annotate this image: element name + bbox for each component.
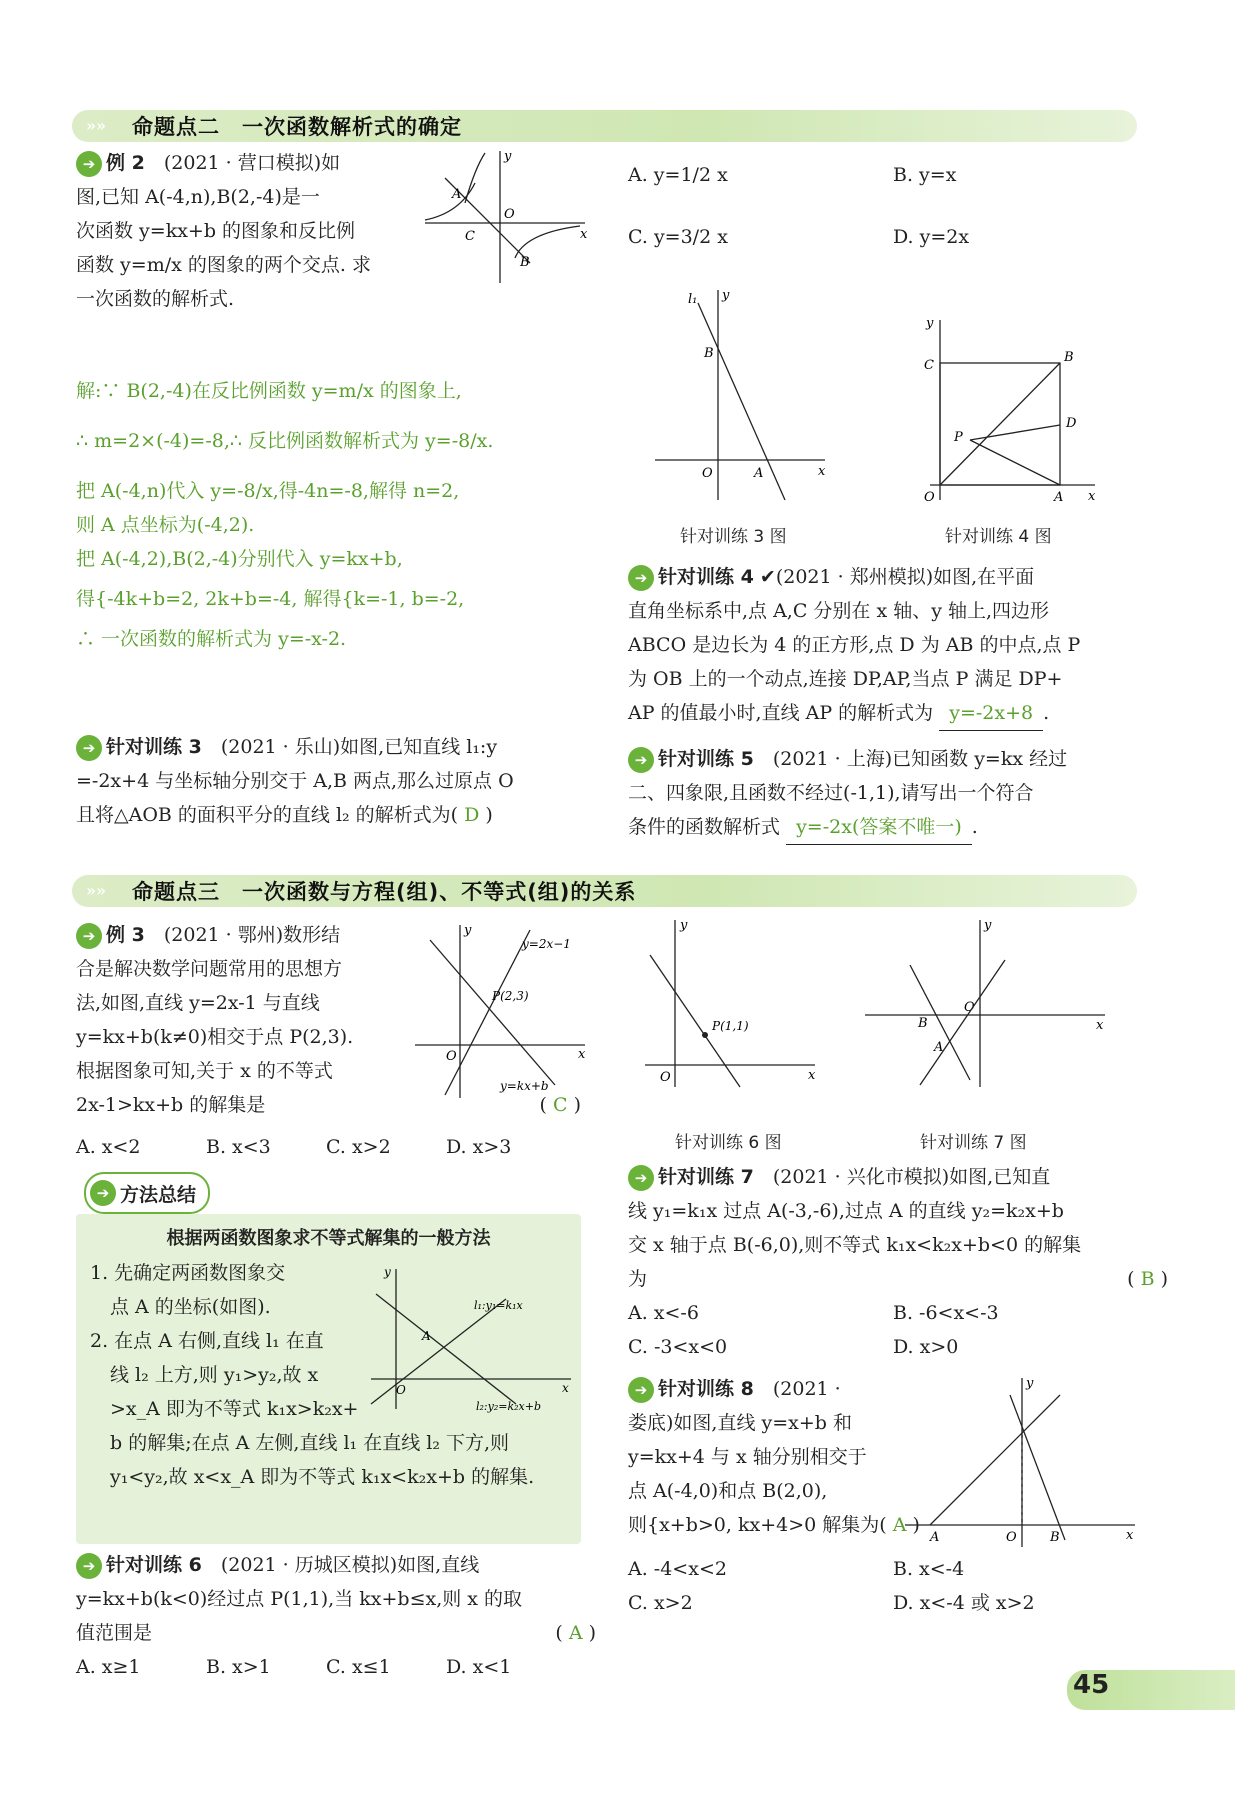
option[interactable]: B. y=x	[893, 164, 957, 186]
example-2	[76, 146, 416, 316]
text-line: >x_A 即为不等式 k₁x>k₂x+	[110, 1398, 359, 1420]
text-line: =-2x+4 与坐标轴分别交于 A,B 两点,那么过原点 O	[76, 770, 514, 792]
training-label: 针对训练 7	[658, 1166, 754, 1188]
svg-text:x: x	[1088, 489, 1096, 504]
svg-text:A: A	[930, 1530, 940, 1545]
text-line: 娄底)如图,直线 y=x+b 和	[628, 1412, 852, 1434]
arrow-icon: ➔	[628, 1165, 654, 1191]
solution-line: ∴ 一次函数的解析式为 y=-x-2.	[76, 628, 347, 650]
text-line: AP 的值最小时,直线 AP 的解析式为	[628, 702, 934, 724]
section-header-3: »» 命题点三 一次函数与方程(组)、不等式(组)的关系	[72, 875, 1137, 907]
svg-text:B: B	[520, 255, 530, 270]
text-line: 线 y₁=k₁x 过点 A(-3,-6),过点 A 的直线 y₂=k₂x+b	[628, 1200, 1064, 1222]
page-number: 45	[1073, 1670, 1110, 1700]
answer: D	[464, 804, 480, 826]
text-line: 值范围是	[76, 1622, 153, 1644]
option[interactable]: B. x>1	[206, 1656, 271, 1678]
ex3-graph	[410, 920, 590, 1100]
text-line: 交 x 轴于点 B(-6,0),则不等式 k₁x<k₂x+b<0 的解集	[628, 1234, 1082, 1256]
option[interactable]: B. -6<x<-3	[893, 1302, 999, 1324]
text-line: (2021 · 鄂州)数形结	[163, 924, 341, 946]
text-line: 线 l₂ 上方,则 y₁>y₂,故 x	[110, 1364, 319, 1386]
figure-caption: 针对训练 4 图	[945, 527, 1052, 547]
section-header-2: »» 命题点二 一次函数解析式的确定	[72, 110, 1137, 142]
ex2-solution	[76, 374, 596, 656]
text-line: y₁<y₂,故 x<x_A 即为不等式 k₁x<k₂x+b 的解集.	[110, 1466, 535, 1488]
svg-text:P: P	[954, 430, 963, 445]
text-line: (2021 · 郑州模拟)如图,在平面	[775, 566, 1035, 588]
option[interactable]: C. x>2	[326, 1136, 391, 1158]
svg-text:O: O	[702, 466, 713, 481]
figure-caption: 针对训练 3 图	[680, 527, 787, 547]
section-title: 命题点三 一次函数与方程(组)、不等式(组)的关系	[132, 880, 637, 904]
t6-graph	[640, 915, 820, 1090]
option[interactable]: D. x<-4 或 x>2	[893, 1592, 1035, 1614]
svg-text:y: y	[504, 149, 512, 164]
option[interactable]: B. x<-4	[893, 1558, 965, 1580]
svg-text:l₁:y₁=k₁x: l₁:y₁=k₁x	[474, 1299, 523, 1312]
svg-text:x: x	[808, 1068, 816, 1083]
svg-text:y=2x−1: y=2x−1	[522, 937, 571, 951]
t3-graph	[650, 285, 830, 505]
solution-line: 则 A 点坐标为(-4,2).	[76, 514, 255, 536]
svg-text:B: B	[1050, 1530, 1060, 1545]
svg-text:A: A	[934, 1040, 944, 1055]
svg-text:O: O	[1006, 1530, 1017, 1545]
example-label: 例 2	[106, 152, 145, 174]
text-line: 函数 y=m/x 的图象的两个交点. 求	[76, 254, 371, 276]
svg-text:l₁: l₁	[688, 292, 698, 307]
svg-text:y: y	[464, 923, 472, 938]
text-line: 2x-1>kx+b 的解集是	[76, 1094, 266, 1116]
solution-line: ∴ m=2×(-4)=-8,∴ 反比例函数解析式为 y=-8/x.	[76, 430, 494, 452]
answer: C	[553, 1094, 568, 1116]
training-6: ➔ 针对训练 6 (2021 · 历城区模拟)如图,直线 y=kx+b(k<0)经过点 P(1,1),当 kx+b≤x,则 x 的取 值范围是 ( A ) A. x≥1 B. x>1 C. x≤1 D. x<1	[76, 1548, 596, 1684]
svg-text:O: O	[396, 1383, 406, 1397]
svg-text:P(1,1): P(1,1)	[712, 1019, 749, 1033]
t4-graph	[910, 315, 1100, 505]
training-5: ➔ 针对训练 5 (2021 · 上海)已知函数 y=kx 经过 二、四象限,且函数不经过(-1,1),请写出一个符合 条件的函数解析式 y=-2x(答案不唯一) .	[628, 742, 1168, 845]
training-4: ➔ 针对训练 4 ✔(2021 · 郑州模拟)如图,在平面 直角坐标系中,点 A,C 分别在 x 轴、y 轴上,四边形 ABCO 是边长为 4 的正方形,点 D 为 AB 的中点,点 P 为 OB 上的一个动点,连接 DP,AP,当点 P 满足 DP+ AP 的值最小时,直线 AP 的解析式为 y=-2x+8 .	[628, 560, 1168, 731]
option[interactable]: A. -4<x<2	[628, 1558, 727, 1580]
check-icon: ✔	[759, 566, 776, 588]
ex2-graph	[420, 148, 590, 288]
training-label: 针对训练 6	[106, 1554, 202, 1576]
arrow-icon: ➔	[628, 1377, 654, 1403]
svg-text:y: y	[722, 288, 730, 303]
training-label: 针对训练 3	[106, 736, 202, 758]
method-box	[76, 1214, 581, 1544]
svg-text:A: A	[1054, 490, 1064, 505]
figure-caption: 针对训练 6 图	[675, 1133, 782, 1153]
arrow-icon: ➔	[76, 1553, 102, 1579]
text-line: (2021 · 历城区模拟)如图,直线	[220, 1554, 480, 1576]
option[interactable]: C. x>2	[628, 1592, 693, 1614]
svg-text:l₂:y₂=k₂x+b: l₂:y₂=k₂x+b	[476, 1400, 542, 1413]
text-line: 点 A 的坐标(如图).	[110, 1296, 271, 1318]
text-line: y=kx+b(k≠0)相交于点 P(2,3).	[76, 1026, 354, 1048]
text-line: 且将△AOB 的面积平分的直线 l₂ 的解析式为(	[76, 804, 459, 826]
text-line: 二、四象限,且函数不经过(-1,1),请写出一个符合	[628, 782, 1034, 804]
svg-text:y: y	[1026, 1376, 1034, 1391]
text-line: 图,已知 A(-4,n),B(2,-4)是一	[76, 186, 320, 208]
text-line: (2021 · 上海)已知函数 y=kx 经过	[772, 748, 1068, 770]
option[interactable]: C. x≤1	[326, 1656, 391, 1678]
method-graph	[366, 1264, 576, 1414]
arrow-icon: ➔	[90, 1180, 116, 1206]
text-line: (2021 · 兴化市模拟)如图,已知直	[772, 1166, 1051, 1188]
svg-text:D: D	[1066, 416, 1077, 431]
training-8: ➔ 针对训练 8 (2021 · 娄底)如图,直线 y=x+b 和 y=kx+4 与 x 轴分别相交于 点 A(-4,0)和点 B(2,0), 则{x+b>0, kx+4>0 解集为( A ) A. -4<x<2 B. x<-4 C. x>2 D. x<-4 或 x>2	[628, 1372, 1168, 1620]
ex3-options	[76, 1130, 596, 1164]
example-label: 例 3	[106, 924, 145, 946]
svg-text:O: O	[964, 1000, 975, 1015]
option[interactable]: D. y=2x	[893, 226, 970, 248]
solution-line: 解:∵ B(2,-4)在反比例函数 y=m/x 的图象上,	[76, 380, 462, 402]
option[interactable]: A. x<-6	[628, 1302, 699, 1324]
text-line: 点 A(-4,0)和点 B(2,0),	[628, 1480, 828, 1502]
option[interactable]: A. x≥1	[76, 1656, 141, 1678]
answer: A	[568, 1622, 583, 1644]
text-line: b 的解集;在点 A 左侧,直线 l₁ 在直线 l₂ 下方,则	[110, 1432, 510, 1454]
training-3: ➔ 针对训练 3 (2021 · 乐山)如图,已知直线 l₁:y =-2x+4 与坐标轴分别交于 A,B 两点,那么过原点 O 且将△AOB 的面积平分的直线 l₂ 的解析式为( D )	[76, 730, 596, 832]
svg-text:y: y	[680, 918, 688, 933]
method-subtitle: 根据两函数图象求不等式解集的一般方法	[166, 1228, 491, 1249]
answer: B	[1140, 1268, 1155, 1290]
option[interactable]: A. x<2	[76, 1136, 141, 1158]
text-line: y=kx+4 与 x 轴分别相交于	[628, 1446, 867, 1468]
text-line: 次函数 y=kx+b 的图象和反比例	[76, 220, 356, 242]
arrow-icon: ➔	[76, 735, 102, 761]
answer: y=-2x(答案不唯一)	[786, 810, 972, 845]
text-line: 条件的函数解析式	[628, 816, 781, 838]
text-line: 为	[628, 1268, 648, 1290]
text-line: 1. 先确定两函数图象交	[90, 1262, 286, 1284]
solution-line: 把 A(-4,2),B(2,-4)分别代入 y=kx+b,	[76, 548, 403, 570]
svg-text:y=kx+b: y=kx+b	[500, 1079, 549, 1093]
arrow-icon: ➔	[628, 747, 654, 773]
answer: A	[892, 1514, 907, 1536]
option[interactable]: C. -3<x<0	[628, 1336, 728, 1358]
answer: y=-2x+8	[939, 696, 1043, 731]
svg-text:x: x	[818, 464, 826, 479]
svg-text:A: A	[754, 466, 764, 481]
option[interactable]: D. x>0	[893, 1336, 959, 1358]
method-title: 方法总结	[120, 1183, 197, 1206]
text-line: (2021 · 营口模拟)如	[163, 152, 341, 174]
arrow-icon: ➔	[76, 923, 102, 949]
figure-caption: 针对训练 7 图	[920, 1133, 1027, 1153]
svg-text:A: A	[452, 187, 462, 202]
svg-text:A: A	[422, 1329, 431, 1343]
text-line: 一次函数的解析式.	[76, 288, 235, 310]
t3-options	[628, 158, 1178, 254]
option[interactable]: A. y=1/2 x	[628, 164, 728, 186]
t7-graph	[860, 915, 1110, 1090]
solution-line: 把 A(-4,n)代入 y=-8/x,得-4n=-8,解得 n=2,	[76, 480, 460, 502]
svg-text:B: B	[1064, 350, 1074, 365]
text-line: 合是解决数学问题常用的思想方	[76, 958, 343, 980]
text-line: 直角坐标系中,点 A,C 分别在 x 轴、y 轴上,四边形	[628, 600, 1050, 622]
text-line: 法,如图,直线 y=2x-1 与直线	[76, 992, 320, 1014]
svg-text:x: x	[580, 227, 588, 242]
arrow-icon: ➔	[76, 151, 102, 177]
option[interactable]: B. x<3	[206, 1136, 271, 1158]
section-title: 命题点二 一次函数解析式的确定	[132, 115, 462, 139]
svg-text:P(2,3): P(2,3)	[492, 989, 529, 1003]
svg-text:x: x	[562, 1381, 569, 1395]
text-line: 2. 在点 A 右侧,直线 l₁ 在直	[90, 1330, 324, 1352]
text-line: 则{x+b>0, kx+4>0 解集为(	[628, 1514, 887, 1536]
svg-text:y: y	[384, 1265, 391, 1279]
text-line: y=kx+b(k<0)经过点 P(1,1),当 kx+b≤x,则 x 的取	[76, 1588, 523, 1610]
solution-line: 得{-4k+b=2, 2k+b=-4, 解得{k=-1, b=-2,	[76, 588, 465, 610]
training-label: 针对训练 5	[658, 748, 754, 770]
method-badge	[84, 1172, 210, 1214]
text-line: 为 OB 上的一个动点,连接 DP,AP,当点 P 满足 DP+	[628, 668, 1063, 690]
option[interactable]: D. x>3	[446, 1136, 512, 1158]
text-line: (2021 ·	[772, 1378, 841, 1400]
svg-text:C: C	[465, 229, 475, 244]
svg-text:O: O	[504, 207, 515, 222]
text-line: (2021 · 乐山)如图,已知直线 l₁:y	[220, 736, 498, 758]
option[interactable]: C. y=3/2 x	[628, 226, 728, 248]
svg-text:x: x	[1126, 1528, 1134, 1543]
svg-text:C: C	[924, 358, 934, 373]
svg-text:x: x	[1096, 1018, 1104, 1033]
training-label: 针对训练 4	[658, 566, 754, 588]
svg-text:x: x	[578, 1047, 586, 1062]
svg-text:y: y	[984, 918, 992, 933]
svg-text:O: O	[924, 490, 935, 505]
training-label: 针对训练 8	[658, 1378, 754, 1400]
text-line: 根据图象可知,关于 x 的不等式	[76, 1060, 333, 1082]
svg-text:B: B	[918, 1016, 928, 1031]
text-line: ABCO 是边长为 4 的正方形,点 D 为 AB 的中点,点 P	[628, 634, 1081, 656]
t8-graph	[900, 1375, 1140, 1550]
example-3: ➔ 例 3 (2021 · 鄂州)数形结 合是解决数学问题常用的思想方 法,如图,直线 y=2x-1 与直线 y=kx+b(k≠0)相交于点 P(2,3). 根据图象可知,关于 x 的不等式 2x-1>kx+b 的解集是 ( C )	[76, 918, 416, 1122]
svg-text:O: O	[446, 1049, 457, 1064]
svg-text:B: B	[704, 346, 714, 361]
option[interactable]: D. x<1	[446, 1656, 512, 1678]
arrow-icon: ➔	[628, 565, 654, 591]
svg-text:y: y	[926, 316, 934, 331]
svg-text:O: O	[660, 1070, 671, 1085]
training-7: ➔ 针对训练 7 (2021 · 兴化市模拟)如图,已知直 线 y₁=k₁x 过点 A(-3,-6),过点 A 的直线 y₂=k₂x+b 交 x 轴于点 B(-6,0),则不等式 k₁x<k₂x+b<0 的解集 为 ( B ) A. x<-6 B. -6<x<-3 C. -3<x<0 D. x>0	[628, 1160, 1168, 1364]
